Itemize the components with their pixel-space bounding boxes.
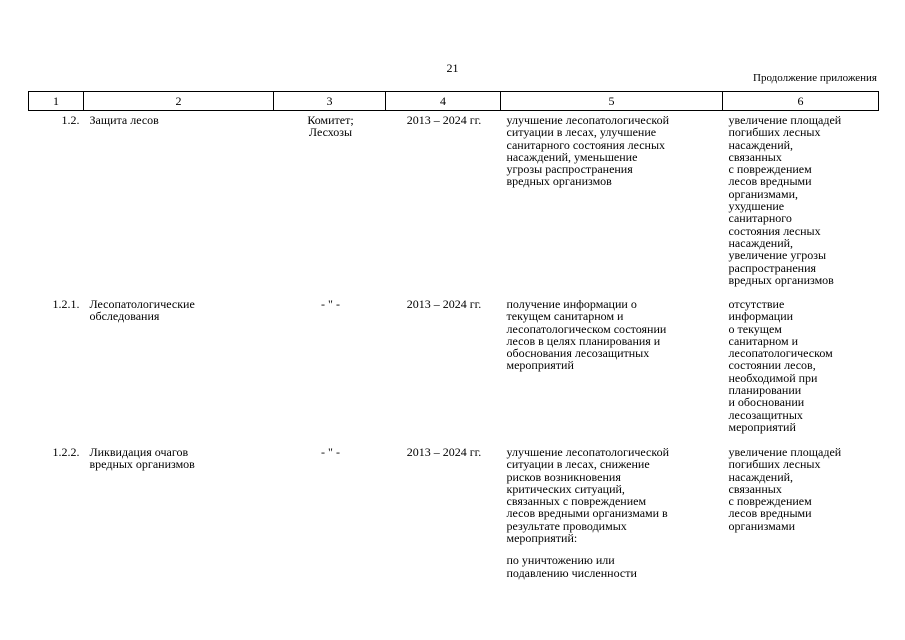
table-row [29, 443, 879, 586]
column-header-2: 2 [84, 92, 274, 111]
item-result-text: получение информации о текущем санитарном и лесопатологическом состоянии лесов в целях планирования и обоснования лесозащитных мероприятий [506, 297, 667, 373]
column-header-4: 4 [386, 92, 501, 111]
item-result [501, 443, 723, 586]
item-consequence [723, 295, 879, 443]
item-name [84, 111, 274, 296]
item-number: 1.2.1. [52, 297, 80, 311]
item-name-text: Лесопатологические обследования [89, 297, 195, 324]
table-header [29, 92, 879, 111]
item-period: 2013 – 2024 гг. [406, 445, 482, 459]
item-result [501, 111, 723, 296]
column-header-6: 6 [723, 92, 879, 111]
table-row [29, 111, 879, 296]
item-executor-text: - " - [321, 297, 340, 311]
table-body [29, 111, 879, 587]
item-result [501, 295, 723, 443]
item-consequence-text: увеличение площадей погибших лесных насаждений, связанных с повреждением лесов вредными организмами, ухудшение санитарного состояния лесных насаждений, увеличение угрозы распространения вредных организмов [728, 113, 842, 287]
item-executor-text: - " - [321, 445, 340, 459]
item-consequence-text: отсутствие информации о текущем санитарном и лесопатологическом состоянии лесов, необходимой при планировании и обосновании лесозащитных мероприятий [728, 297, 833, 434]
item-result-continuation: по уничтожению или подавлению численности [506, 553, 637, 580]
item-result-text: улучшение лесопатологической ситуации в лесах, улучшение санитарного состояния лесных насаждений, уменьшение угрозы распространения вредных организмов [506, 113, 669, 189]
item-consequence [723, 443, 879, 586]
page-number: 21 [446, 61, 459, 75]
column-header-3: 3 [274, 92, 386, 111]
continuation-note: Продолжение приложения [753, 72, 877, 84]
item-consequence [723, 111, 879, 296]
item-number: 1.2. [61, 113, 80, 127]
header-row [29, 92, 879, 111]
column-header-1: 1 [29, 92, 84, 111]
table-row [29, 295, 879, 443]
item-executor [274, 443, 386, 586]
item-period: 2013 – 2024 гг. [406, 297, 482, 311]
item-name-text: Защита лесов [89, 113, 159, 127]
item-executor [274, 295, 386, 443]
item-consequence-text: увеличение площадей погибших лесных насаждений, связанных с повреждением лесов вредными организмами [728, 445, 842, 533]
column-header-5: 5 [501, 92, 723, 111]
item-name-text: Ликвидация очагов вредных организмов [89, 445, 195, 472]
measures-table [28, 91, 879, 586]
item-name [84, 295, 274, 443]
item-result-text: улучшение лесопатологической ситуации в лесах, снижение рисков возникновения критических ситуаций, связанных с повреждением лесов вредными организмами в результате проводимых мероприятий: [506, 445, 669, 546]
item-executor-text: Комитет; Лесхозы [307, 113, 354, 140]
item-period: 2013 – 2024 гг. [406, 113, 482, 127]
item-name [84, 443, 274, 586]
item-number: 1.2.2. [52, 445, 80, 459]
item-executor [274, 111, 386, 296]
